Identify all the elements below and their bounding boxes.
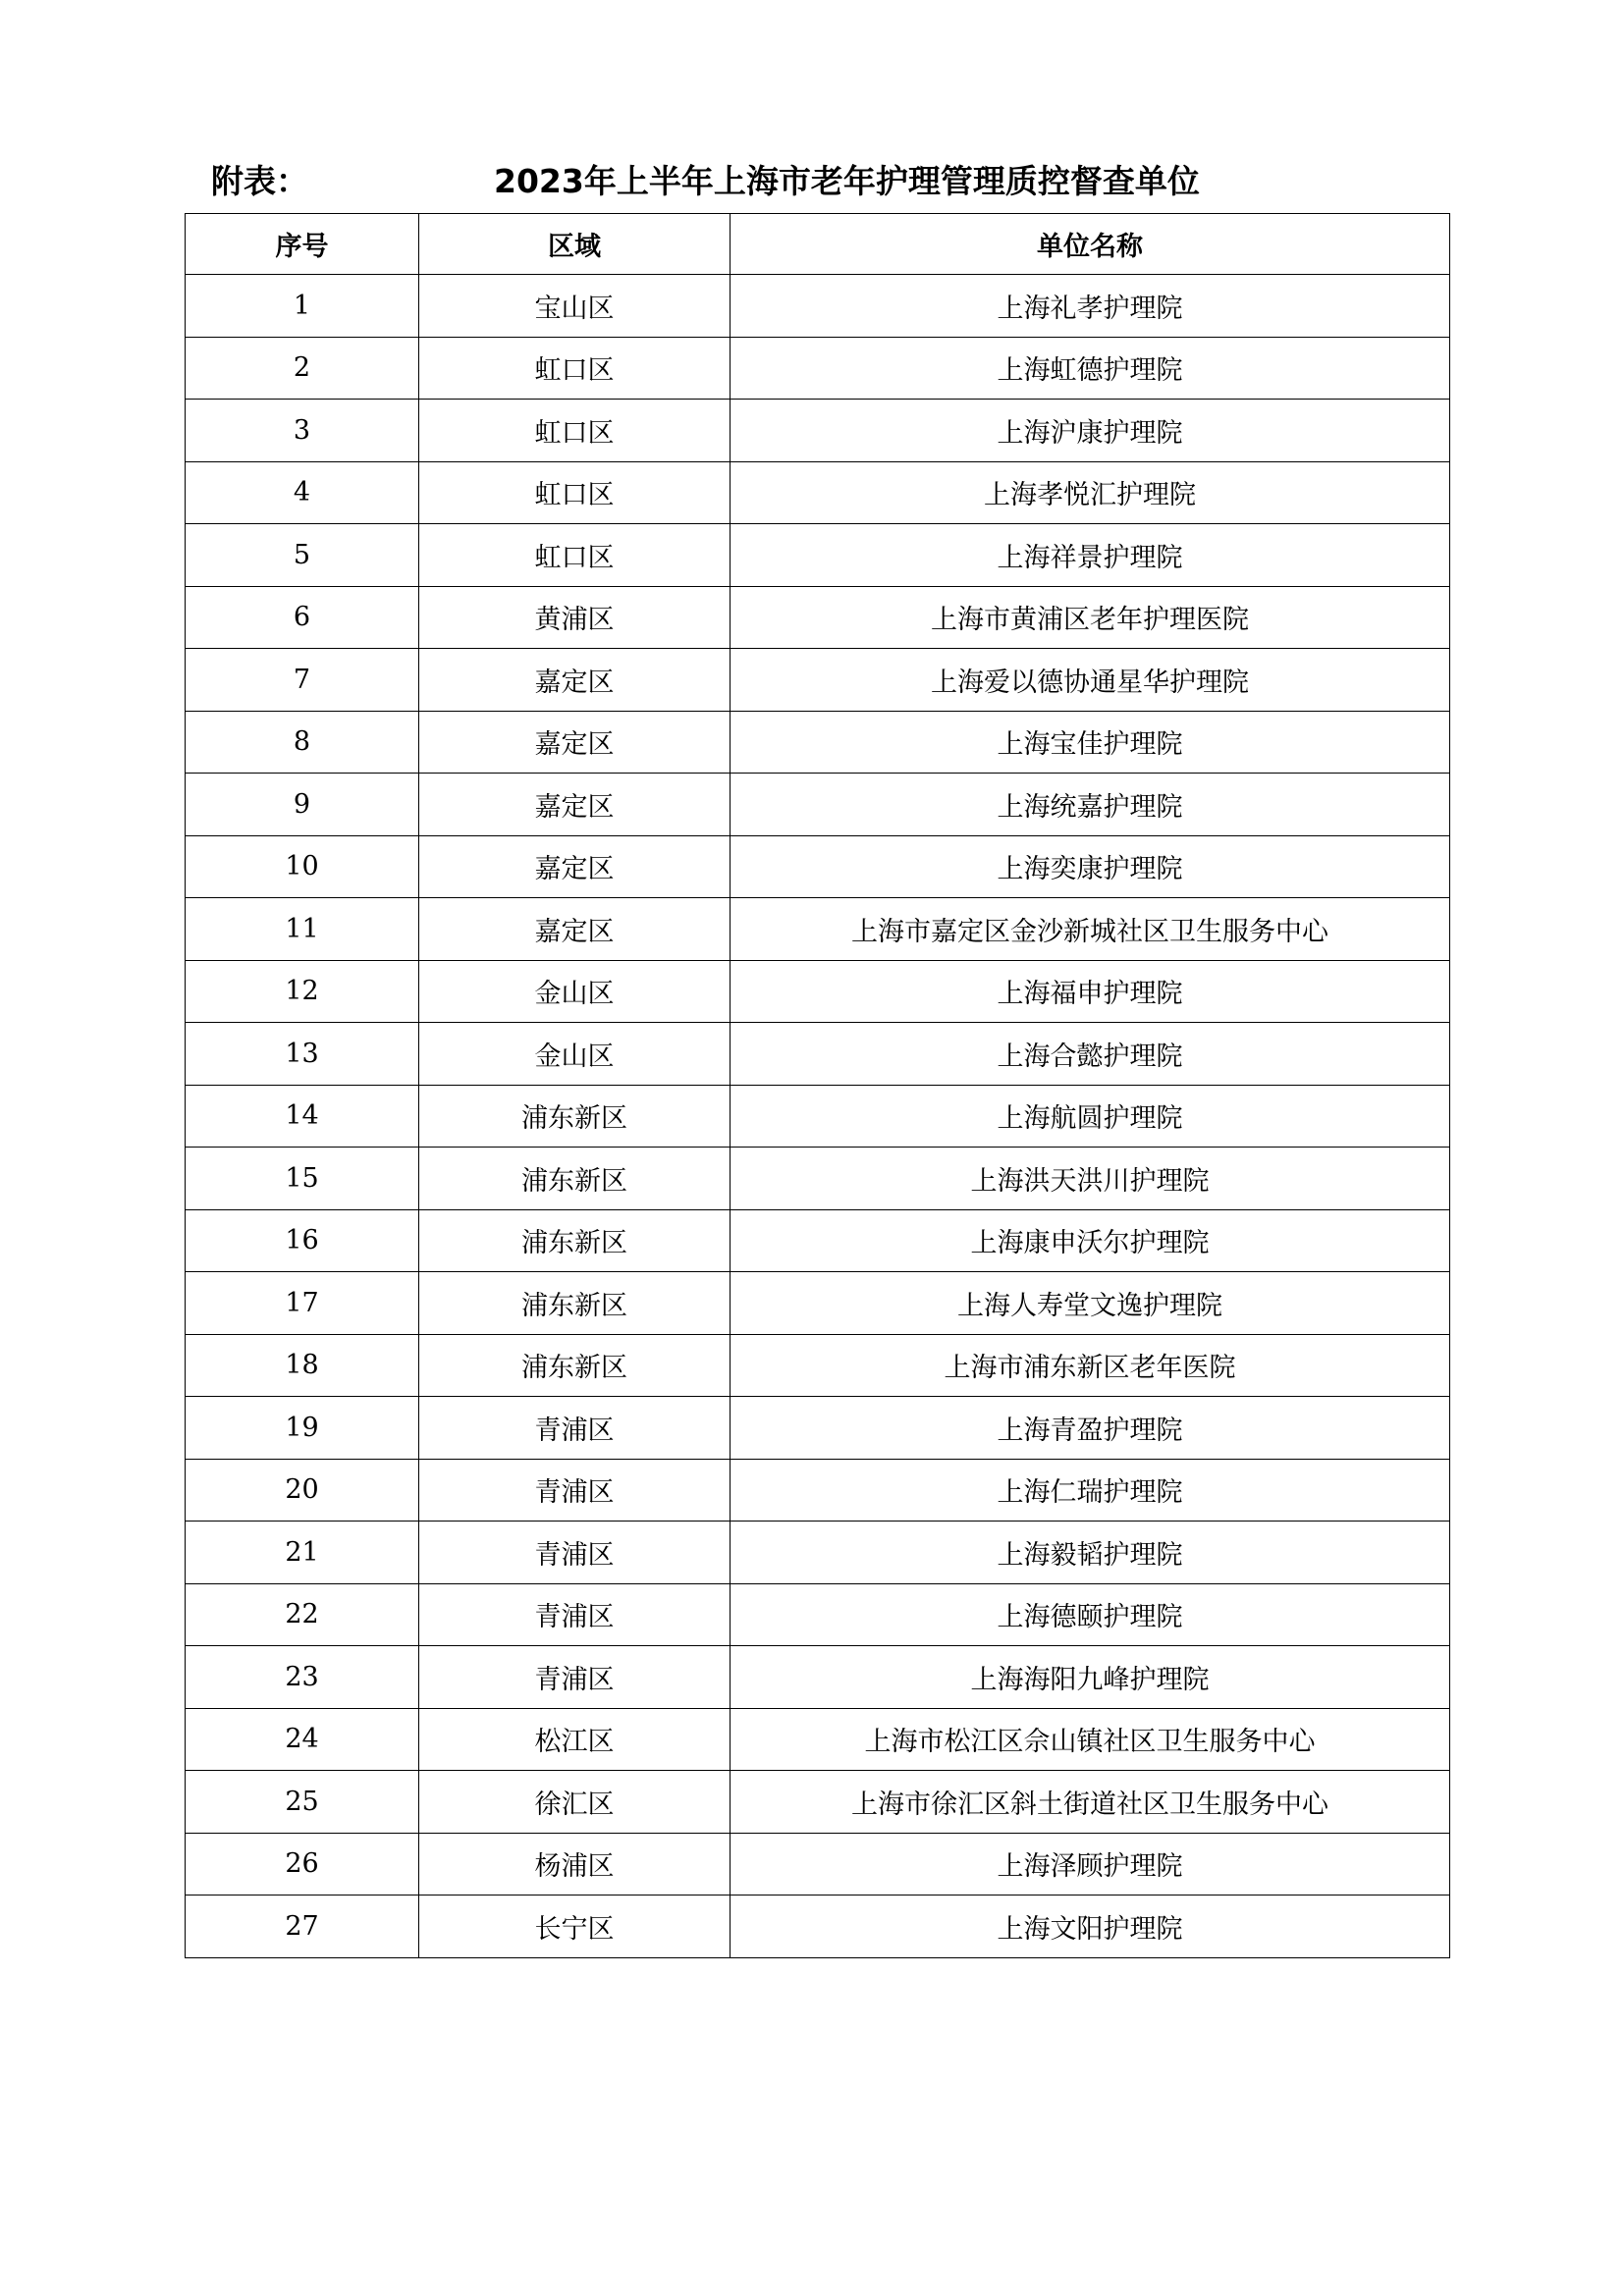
index-cell: 17 (186, 1272, 419, 1335)
table-row (186, 1148, 1450, 1210)
unit-name-cell: 上海礼孝护理院 (731, 275, 1450, 338)
district-cell: 浦东新区 (419, 1209, 731, 1272)
index-cell: 8 (186, 711, 419, 774)
table-row (186, 524, 1450, 587)
district-cell: 金山区 (419, 1023, 731, 1086)
district-cell: 宝山区 (419, 275, 731, 338)
index-cell: 5 (186, 524, 419, 587)
district-cell: 浦东新区 (419, 1334, 731, 1397)
table-row (186, 1209, 1450, 1272)
unit-name-cell: 上海毅韬护理院 (731, 1522, 1450, 1584)
index-cell: 18 (186, 1334, 419, 1397)
table-row (186, 774, 1450, 836)
unit-name-cell: 上海市徐汇区斜土街道社区卫生服务中心 (731, 1771, 1450, 1834)
index-cell: 4 (186, 461, 419, 524)
unit-name-cell: 上海康申沃尔护理院 (731, 1209, 1450, 1272)
index-cell: 23 (186, 1646, 419, 1709)
column-header-district: 区域 (419, 214, 731, 275)
unit-name-cell: 上海宝佳护理院 (731, 711, 1450, 774)
table-header-row (186, 214, 1450, 275)
district-cell: 嘉定区 (419, 835, 731, 898)
table-row (186, 1459, 1450, 1522)
district-cell: 浦东新区 (419, 1272, 731, 1335)
district-cell: 嘉定区 (419, 774, 731, 836)
column-header-index: 序号 (186, 214, 419, 275)
table-row (186, 400, 1450, 462)
index-cell: 21 (186, 1522, 419, 1584)
district-cell: 青浦区 (419, 1583, 731, 1646)
index-cell: 24 (186, 1708, 419, 1771)
table-row (186, 898, 1450, 961)
index-cell: 12 (186, 960, 419, 1023)
table-row (186, 1771, 1450, 1834)
index-cell: 9 (186, 774, 419, 836)
table-row (186, 1023, 1450, 1086)
table-row (186, 1397, 1450, 1460)
table-row (186, 649, 1450, 712)
table-row (186, 1833, 1450, 1896)
document-heading (211, 155, 1468, 208)
district-cell: 长宁区 (419, 1896, 731, 1958)
index-cell: 16 (186, 1209, 419, 1272)
document-title: 2023年上半年上海市老年护理管理质控督查单位 (494, 162, 1200, 200)
district-cell: 嘉定区 (419, 898, 731, 961)
inspection-units-table (185, 213, 1450, 1958)
unit-name-cell: 上海沪康护理院 (731, 400, 1450, 462)
table-row (186, 337, 1450, 400)
unit-name-cell: 上海人寿堂文逸护理院 (731, 1272, 1450, 1335)
index-cell: 19 (186, 1397, 419, 1460)
table-row (186, 835, 1450, 898)
district-cell: 松江区 (419, 1708, 731, 1771)
column-header-unit-name: 单位名称 (731, 214, 1450, 275)
district-cell: 浦东新区 (419, 1085, 731, 1148)
table-row (186, 1646, 1450, 1709)
index-cell: 26 (186, 1833, 419, 1896)
table-row (186, 1896, 1450, 1958)
unit-name-cell: 上海福申护理院 (731, 960, 1450, 1023)
index-cell: 6 (186, 586, 419, 649)
table-row (186, 1583, 1450, 1646)
district-cell: 杨浦区 (419, 1833, 731, 1896)
index-cell: 15 (186, 1148, 419, 1210)
table-row (186, 1085, 1450, 1148)
district-cell: 嘉定区 (419, 711, 731, 774)
unit-name-cell: 上海虹德护理院 (731, 337, 1450, 400)
index-cell: 10 (186, 835, 419, 898)
unit-name-cell: 上海泽顾护理院 (731, 1833, 1450, 1896)
table-row (186, 1334, 1450, 1397)
unit-name-cell: 上海海阳九峰护理院 (731, 1646, 1450, 1709)
index-cell: 22 (186, 1583, 419, 1646)
district-cell: 虹口区 (419, 400, 731, 462)
unit-name-cell: 上海市松江区佘山镇社区卫生服务中心 (731, 1708, 1450, 1771)
district-cell: 金山区 (419, 960, 731, 1023)
district-cell: 黄浦区 (419, 586, 731, 649)
unit-name-cell: 上海爱以德协通星华护理院 (731, 649, 1450, 712)
district-cell: 浦东新区 (419, 1148, 731, 1210)
table-row (186, 1522, 1450, 1584)
table-row (186, 711, 1450, 774)
index-cell: 13 (186, 1023, 419, 1086)
unit-name-cell: 上海洪天洪川护理院 (731, 1148, 1450, 1210)
table-body (186, 275, 1450, 1958)
unit-name-cell: 上海市黄浦区老年护理医院 (731, 586, 1450, 649)
district-cell: 嘉定区 (419, 649, 731, 712)
district-cell: 青浦区 (419, 1522, 731, 1584)
index-cell: 3 (186, 400, 419, 462)
index-cell: 2 (186, 337, 419, 400)
table-row (186, 275, 1450, 338)
unit-name-cell: 上海文阳护理院 (731, 1896, 1450, 1958)
district-cell: 青浦区 (419, 1646, 731, 1709)
index-cell: 11 (186, 898, 419, 961)
table-row (186, 586, 1450, 649)
index-cell: 25 (186, 1771, 419, 1834)
district-cell: 徐汇区 (419, 1771, 731, 1834)
table-row (186, 960, 1450, 1023)
district-cell: 虹口区 (419, 524, 731, 587)
index-cell: 20 (186, 1459, 419, 1522)
district-cell: 青浦区 (419, 1397, 731, 1460)
unit-name-cell: 上海孝悦汇护理院 (731, 461, 1450, 524)
district-cell: 虹口区 (419, 337, 731, 400)
unit-name-cell: 上海市嘉定区金沙新城社区卫生服务中心 (731, 898, 1450, 961)
unit-name-cell: 上海仁瑞护理院 (731, 1459, 1450, 1522)
index-cell: 7 (186, 649, 419, 712)
unit-name-cell: 上海合懿护理院 (731, 1023, 1450, 1086)
table-row (186, 1708, 1450, 1771)
index-cell: 14 (186, 1085, 419, 1148)
district-cell: 青浦区 (419, 1459, 731, 1522)
table-row (186, 461, 1450, 524)
unit-name-cell: 上海青盈护理院 (731, 1397, 1450, 1460)
index-cell: 1 (186, 275, 419, 338)
unit-name-cell: 上海奕康护理院 (731, 835, 1450, 898)
unit-name-cell: 上海祥景护理院 (731, 524, 1450, 587)
index-cell: 27 (186, 1896, 419, 1958)
table-row (186, 1272, 1450, 1335)
appendix-label: 附表： (211, 162, 308, 200)
unit-name-cell: 上海德颐护理院 (731, 1583, 1450, 1646)
unit-name-cell: 上海市浦东新区老年医院 (731, 1334, 1450, 1397)
unit-name-cell: 上海统嘉护理院 (731, 774, 1450, 836)
district-cell: 虹口区 (419, 461, 731, 524)
unit-name-cell: 上海航圆护理院 (731, 1085, 1450, 1148)
